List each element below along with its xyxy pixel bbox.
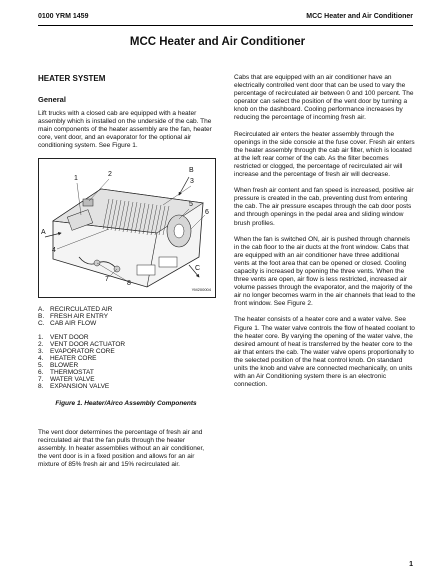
legend-item: 3. EVAPORATOR CORE bbox=[38, 348, 115, 356]
callout-A: A bbox=[41, 229, 46, 237]
callout-3: 3 bbox=[190, 178, 194, 186]
body-paragraph: When fresh air content and fan speed is increased, positive air pressure is created in the cab, preventing dust from entering the cab. The air pressure escapes through the cab door posts and through openings in the pedal area and sliding window brush profiles. bbox=[234, 187, 414, 227]
callout-2: 2 bbox=[108, 171, 112, 179]
callout-4: 4 bbox=[52, 247, 56, 255]
legend-item: 8. EXPANSION VALVE bbox=[38, 383, 110, 391]
legend-item: A. RECIRCULATED AIR bbox=[38, 306, 113, 314]
right-column bbox=[234, 74, 416, 397]
body-paragraph: Cabs that are equipped with an air conditioner have an electrically controlled vent door that can be used to vary the percentage of recirculated air between 0 and 100 percent. The operator can select the position of the vent door by turning a knob on the dashboard. Cooling performance increases by reducing the percentage of incoming fresh air. bbox=[234, 74, 414, 122]
left-column bbox=[38, 74, 214, 477]
figure-caption: Figure 1. Heater/Airco Assembly Components bbox=[55, 400, 197, 408]
page-number: 1 bbox=[409, 561, 413, 568]
page-title: MCC Heater and Air Conditioner bbox=[129, 36, 306, 48]
document-code: 0100 YRM 1459 bbox=[38, 13, 89, 20]
vent-door-paragraph: The vent door determines the percentage of fresh air and recirculated air that the fan pulls through the heater assembly. In heater assemblies without an air conditioner, the vent door is in a fixed position and allows for an air mixture of 85% fresh air and 15% recirculated air. bbox=[38, 428, 205, 468]
body-paragraph: Recirculated air enters the heater assembly through the openings in the side console at the fuse cover. Fresh air enters the heater assembly through the cab air filter, which is located at the left rear corner of the cab. As the filter becomes restricted or clogged, the percentage of recirculated air will increase and the percentage of fresh air will decrease. bbox=[234, 130, 415, 179]
legend-item: 5. BLOWER bbox=[38, 362, 79, 370]
callout-8: 8 bbox=[127, 280, 131, 288]
page-header bbox=[38, 13, 413, 23]
subsection-heading: General bbox=[38, 95, 66, 104]
callout-5: 5 bbox=[189, 201, 193, 209]
figure-legend-numbers bbox=[38, 334, 214, 390]
legend-item: 1. VENT DOOR bbox=[38, 334, 89, 342]
section-heading: HEATER SYSTEM bbox=[38, 74, 106, 83]
header-rule bbox=[38, 25, 413, 26]
body-paragraph: When the fan is switched ON, air is pushed through channels in the cab floor to the air ducts at the front window. Cabs that are equipped with an air conditioner have three additional vents at the foot area that can be opened or closed. Cooling capacity is increased by opening the three vents. When the three vents are open, air flow is less restricted, increased air volume passes through the evaporator, and the majority of the air no longer becomes warm in the air channels that lead to the front window. See Figure 2. bbox=[234, 235, 416, 308]
figure-legend-letters bbox=[38, 306, 214, 327]
legend-item: 6. THERMOSTAT bbox=[38, 369, 94, 377]
callout-C: C bbox=[195, 265, 201, 273]
callout-B: B bbox=[189, 167, 194, 175]
figure-id-code: YM200004 bbox=[191, 287, 211, 293]
heater-assembly-illustration bbox=[39, 159, 215, 297]
intro-paragraph: Lift trucks with a closed cab are equipped with a heater assembly which is installed on the underside of the cab. The main components of the heater assembly are the fan, heater core, vent door, and an evaporator for the optional air conditioning system. See Figure 1. bbox=[38, 110, 212, 150]
legend-item: 4. HEATER CORE bbox=[38, 355, 97, 363]
legend-item: C. CAB AIR FLOW bbox=[38, 320, 97, 328]
legend-item: 7. WATER VALVE bbox=[38, 376, 95, 384]
callout-1: 1 bbox=[74, 175, 78, 183]
heater-assembly-figure bbox=[38, 158, 216, 298]
callout-6: 6 bbox=[205, 209, 209, 217]
legend-item: B. FRESH AIR ENTRY bbox=[38, 313, 109, 321]
legend-item: 2. VENT DOOR ACTUATOR bbox=[38, 341, 126, 349]
body-paragraph: The heater consists of a heater core and a water valve. See Figure 1. The water valve controls the flow of heated coolant to the heater core. By varying the opening of the water valve, the desired amount of heat is transferred by the heater core to the air that enters the cab. The water valve opens proportionally to the selected position of the heat control knob. On standard units the knob and valve are connected mechanically, on units with an Air Conditioning system there is an electronic connection. bbox=[234, 316, 415, 389]
callout-7: 7 bbox=[105, 276, 109, 284]
running-section-title: MCC Heater and Air Conditioner bbox=[306, 13, 413, 20]
